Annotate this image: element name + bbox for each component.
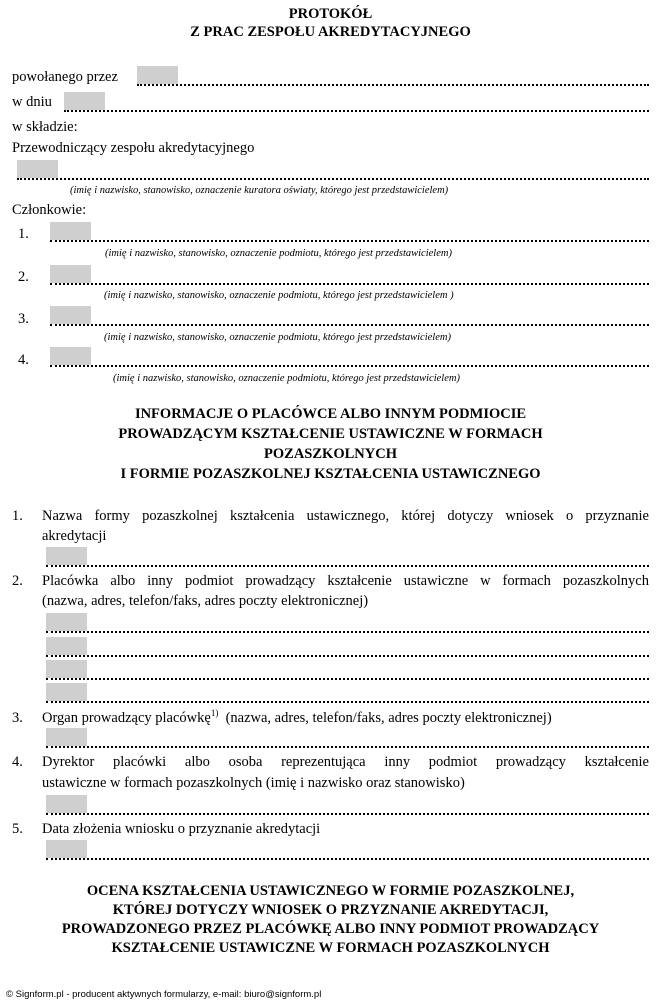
footnote-marker: 1) (210, 708, 219, 719)
document-title: PROTOKÓŁ (288, 6, 373, 22)
date-dotted-line (64, 110, 649, 112)
item-number: 1. (12, 508, 23, 524)
members-label: Członkowie: (12, 202, 87, 218)
item-5-field[interactable] (46, 840, 87, 858)
member-3-field[interactable] (50, 306, 91, 324)
item-text: (nazwa, adres, telefon/faks, adres poczty elektronicznej) (42, 593, 369, 609)
item-2-dotted-line (46, 631, 649, 633)
item-2-field-4[interactable] (46, 683, 87, 701)
item-number: 5. (12, 821, 23, 837)
item-number: 3. (12, 710, 23, 726)
member-number: 1. (18, 226, 29, 242)
item-text: Nazwa formy pozaszkolnej kształcenia ustawicznego, której dotyczy wniosek o przyznanie (42, 508, 649, 524)
item-2-field-1[interactable] (46, 613, 87, 631)
item-4-field[interactable] (46, 795, 87, 813)
section-heading: POZASZKOLNYCH (264, 446, 397, 462)
footer-copyright: © Signform.pl - producent aktywnych formularzy, e-mail: biuro@signform.pl (6, 989, 322, 1000)
date-label: w dniu (12, 94, 52, 110)
chair-label: Przewodniczący zespołu akredytacyjnego (12, 140, 255, 156)
item-2-dotted-line (46, 678, 649, 680)
member-1-dotted-line (50, 240, 649, 242)
item-5-dotted-line (46, 858, 649, 860)
item-text-part: Organ prowadzący placówkę (42, 710, 211, 726)
item-text: akredytacji (42, 528, 107, 544)
item-text-part: (nazwa, adres, telefon/faks, adres poczty elektronicznej) (218, 710, 552, 726)
item-1-dotted-line (46, 565, 649, 567)
member-number: 2. (18, 269, 29, 285)
composition-label: w składzie: (12, 119, 78, 135)
date-field[interactable] (64, 92, 105, 110)
appointed-by-dotted-line (137, 84, 649, 86)
item-3-field[interactable] (46, 728, 87, 746)
item-number: 2. (12, 573, 23, 589)
section-heading: PROWADZONEGO PRZEZ PLACÓWKĘ ALBO INNY PODMIOT PROWADZĄCY (61, 921, 600, 937)
section-heading: I FORMIE POZASZKOLNEJ KSZTAŁCENIA USTAWICZNEGO (120, 466, 541, 482)
member-hint: (imię i nazwisko, stanowisko, oznaczenie podmiotu, którego jest przedstawicielem) (104, 332, 451, 343)
item-1-field[interactable] (46, 547, 87, 565)
item-2-field-2[interactable] (46, 637, 87, 655)
item-3-dotted-line (46, 746, 649, 748)
item-text: Dyrektor placówki albo osoba reprezentująca inny podmiot prowadzący kształcenie (42, 754, 649, 770)
member-number: 3. (18, 311, 29, 327)
item-2-dotted-line (46, 701, 649, 703)
member-1-field[interactable] (50, 222, 91, 240)
chair-dotted-line (17, 178, 649, 180)
member-4-field[interactable] (50, 347, 91, 365)
item-2-field-3[interactable] (46, 660, 87, 678)
chair-field[interactable] (17, 160, 58, 178)
member-hint: (imię i nazwisko, stanowisko, oznaczenie podmiotu, którego jest przedstawicielem) (113, 373, 460, 384)
appointed-by-field[interactable] (137, 66, 178, 84)
item-number: 4. (12, 754, 23, 770)
item-2-dotted-line (46, 655, 649, 657)
appointed-by-label: powołanego przez (12, 69, 118, 85)
member-3-dotted-line (50, 324, 649, 326)
section-heading: PROWADZĄCYM KSZTAŁCENIE USTAWICZNE W FORMACH (118, 426, 543, 442)
section-heading: INFORMACJE O PLACÓWCE ALBO INNYM PODMIOCIE (134, 406, 527, 422)
chair-hint: (imię i nazwisko, stanowisko, oznaczenie kuratora oświaty, którego jest przedstawicielem) (70, 185, 449, 196)
member-2-field[interactable] (50, 265, 91, 283)
section-heading: OCENA KSZTAŁCENIA USTAWICZNEGO W FORMIE POZASZKOLNEJ, (86, 883, 575, 899)
member-4-dotted-line (50, 365, 649, 367)
section-heading: KSZTAŁCENIE USTAWICZNE W FORMACH POZASZKOLNYCH (111, 940, 550, 956)
member-2-dotted-line (50, 283, 649, 285)
item-text: Placówka albo inny podmiot prowadzący kształcenie ustawiczne w formach pozaszkolnych (42, 573, 649, 589)
item-text (42, 709, 552, 727)
document-subtitle: Z PRAC ZESPOŁU AKREDYTACYJNEGO (190, 24, 471, 40)
item-text: Data złożenia wniosku o przyznanie akredytacji (42, 821, 321, 837)
section-heading: KTÓREJ DOTYCZY WNIOSEK O PRZYZNANIE AKREDYTACJI, (112, 902, 549, 918)
member-hint: (imię i nazwisko, stanowisko, oznaczenie podmiotu, którego jest przedstawicielem ) (104, 290, 454, 301)
item-text: ustawiczne w formach pozaszkolnych (imię i nazwisko oraz stanowisko) (42, 775, 465, 791)
item-4-dotted-line (46, 813, 649, 815)
member-hint: (imię i nazwisko, stanowisko, oznaczenie podmiotu, którego jest przedstawicielem) (105, 248, 452, 259)
member-number: 4. (18, 352, 29, 368)
